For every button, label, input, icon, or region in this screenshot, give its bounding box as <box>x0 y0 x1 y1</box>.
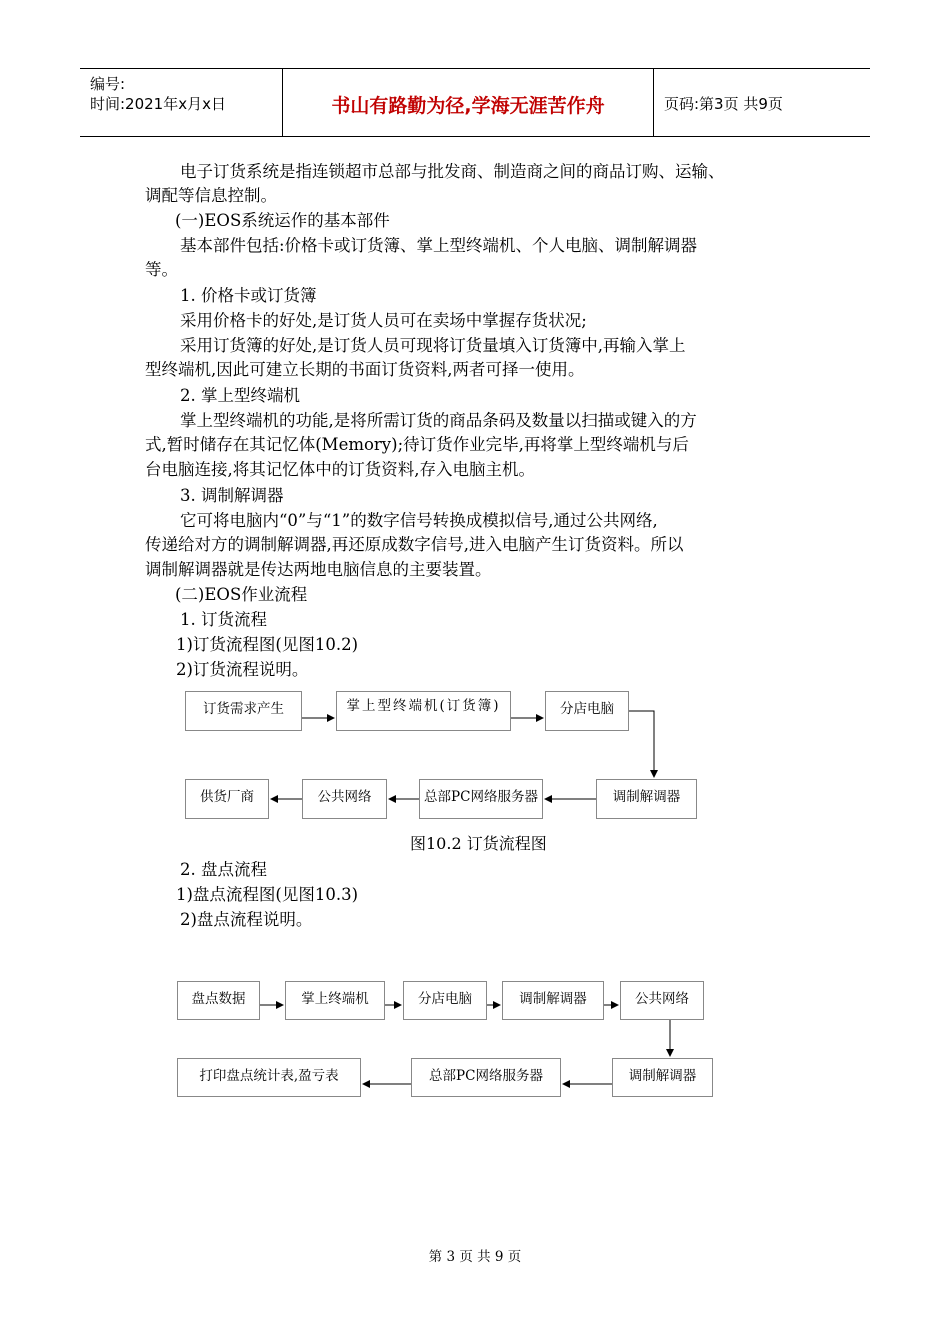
flow1-public-network: 公共网络 <box>302 779 387 819</box>
section-heading-workflow: (二)EOS作业流程 <box>175 585 308 604</box>
item-order-explain: 2)订货流程说明。 <box>176 660 309 679</box>
flow1-arrow-3 <box>629 711 654 777</box>
flow1-order-demand: 订货需求产生 <box>185 691 302 731</box>
section-heading-components: (一)EOS系统运作的基本部件 <box>175 211 390 230</box>
item-heading-inventory: 2. 盘点流程 <box>180 860 267 879</box>
flow2-handheld-terminal: 掌上终端机 <box>285 981 385 1020</box>
flow2-inventory-data: 盘点数据 <box>177 981 260 1020</box>
paragraph-eos-definition: 电子订货系统是指连锁超市总部与批发商、制造商之间的商品订购、运输、 <box>180 162 725 181</box>
flow1-branch-computer: 分店电脑 <box>545 691 629 731</box>
paragraph-handheld-cont2: 台电脑连接,将其记忆体中的订货资料,存入电脑主机。 <box>145 460 535 479</box>
serial-label: 编号: <box>90 75 126 93</box>
flow2-modem-2: 调制解调器 <box>612 1058 713 1097</box>
header-page-number: 页码:第3页 共9页 <box>664 95 783 113</box>
item-inventory-explain: 2)盘点流程说明。 <box>180 910 313 929</box>
paragraph-components-cont: 等。 <box>145 260 178 279</box>
motto-text: 书山有路勤为径,学海无涯苦作舟 <box>331 95 605 117</box>
flow2-hq-server: 总部PC网络服务器 <box>411 1058 561 1097</box>
paragraph-eos-definition-cont: 调配等信息控制。 <box>145 186 277 205</box>
paragraph-modem-cont1: 传递给对方的调制解调器,再还原成数字信号,进入电脑产生订货资料。所以 <box>145 535 684 554</box>
flow1-hq-server: 总部PC网络服务器 <box>419 779 543 819</box>
paragraph-handheld-cont1: 式,暂时储存在其记忆体(Memory);待订货作业完毕,再将掌上型终端机与后 <box>145 435 689 454</box>
paragraph-components: 基本部件包括:价格卡或订货簿、掌上型终端机、个人电脑、调制解调器 <box>180 236 698 255</box>
page-footer: 第 3 页 共 9 页 <box>428 1249 522 1265</box>
date-label: 时间:2021年x月x日 <box>90 95 226 113</box>
item-order-chart-ref: 1)订货流程图(见图10.2) <box>176 635 359 654</box>
flow2-public-network: 公共网络 <box>620 981 704 1020</box>
item-heading-ordering: 1. 订货流程 <box>180 610 267 629</box>
paragraph-price-card: 采用价格卡的好处,是订货人员可在卖场中掌握存货状况; <box>180 311 587 330</box>
flow1-handheld-terminal: 掌上型终端机(订货簿) <box>336 691 511 731</box>
flow1-supplier: 供货厂商 <box>185 779 269 819</box>
paragraph-order-book-cont: 型终端机,因此可建立长期的书面订货资料,两者可择一使用。 <box>145 360 585 379</box>
flow2-modem-1: 调制解调器 <box>502 981 604 1020</box>
item-inventory-chart-ref: 1)盘点流程图(见图10.3) <box>176 885 359 904</box>
figure-caption-10-2: 图10.2 订货流程图 <box>410 834 547 853</box>
item-heading-handheld: 2. 掌上型终端机 <box>180 386 300 405</box>
paragraph-handheld: 掌上型终端机的功能,是将所需订货的商品条码及数量以扫描或键入的方 <box>180 411 697 430</box>
flow2-branch-computer: 分店电脑 <box>403 981 487 1020</box>
flow1-modem: 调制解调器 <box>596 779 697 819</box>
paragraph-modem-cont2: 调制解调器就是传达两地电脑信息的主要装置。 <box>145 560 492 579</box>
paragraph-order-book: 采用订货簿的好处,是订货人员可现将订货量填入订货簿中,再输入掌上 <box>180 336 686 355</box>
item-heading-modem: 3. 调制解调器 <box>180 486 284 505</box>
flow2-print-report: 打印盘点统计表,盈亏表 <box>177 1058 361 1097</box>
item-heading-price-card: 1. 价格卡或订货簿 <box>180 286 317 305</box>
paragraph-modem: 它可将电脑内“0”与“1”的数字信号转换成模拟信号,通过公共网络, <box>180 511 658 530</box>
